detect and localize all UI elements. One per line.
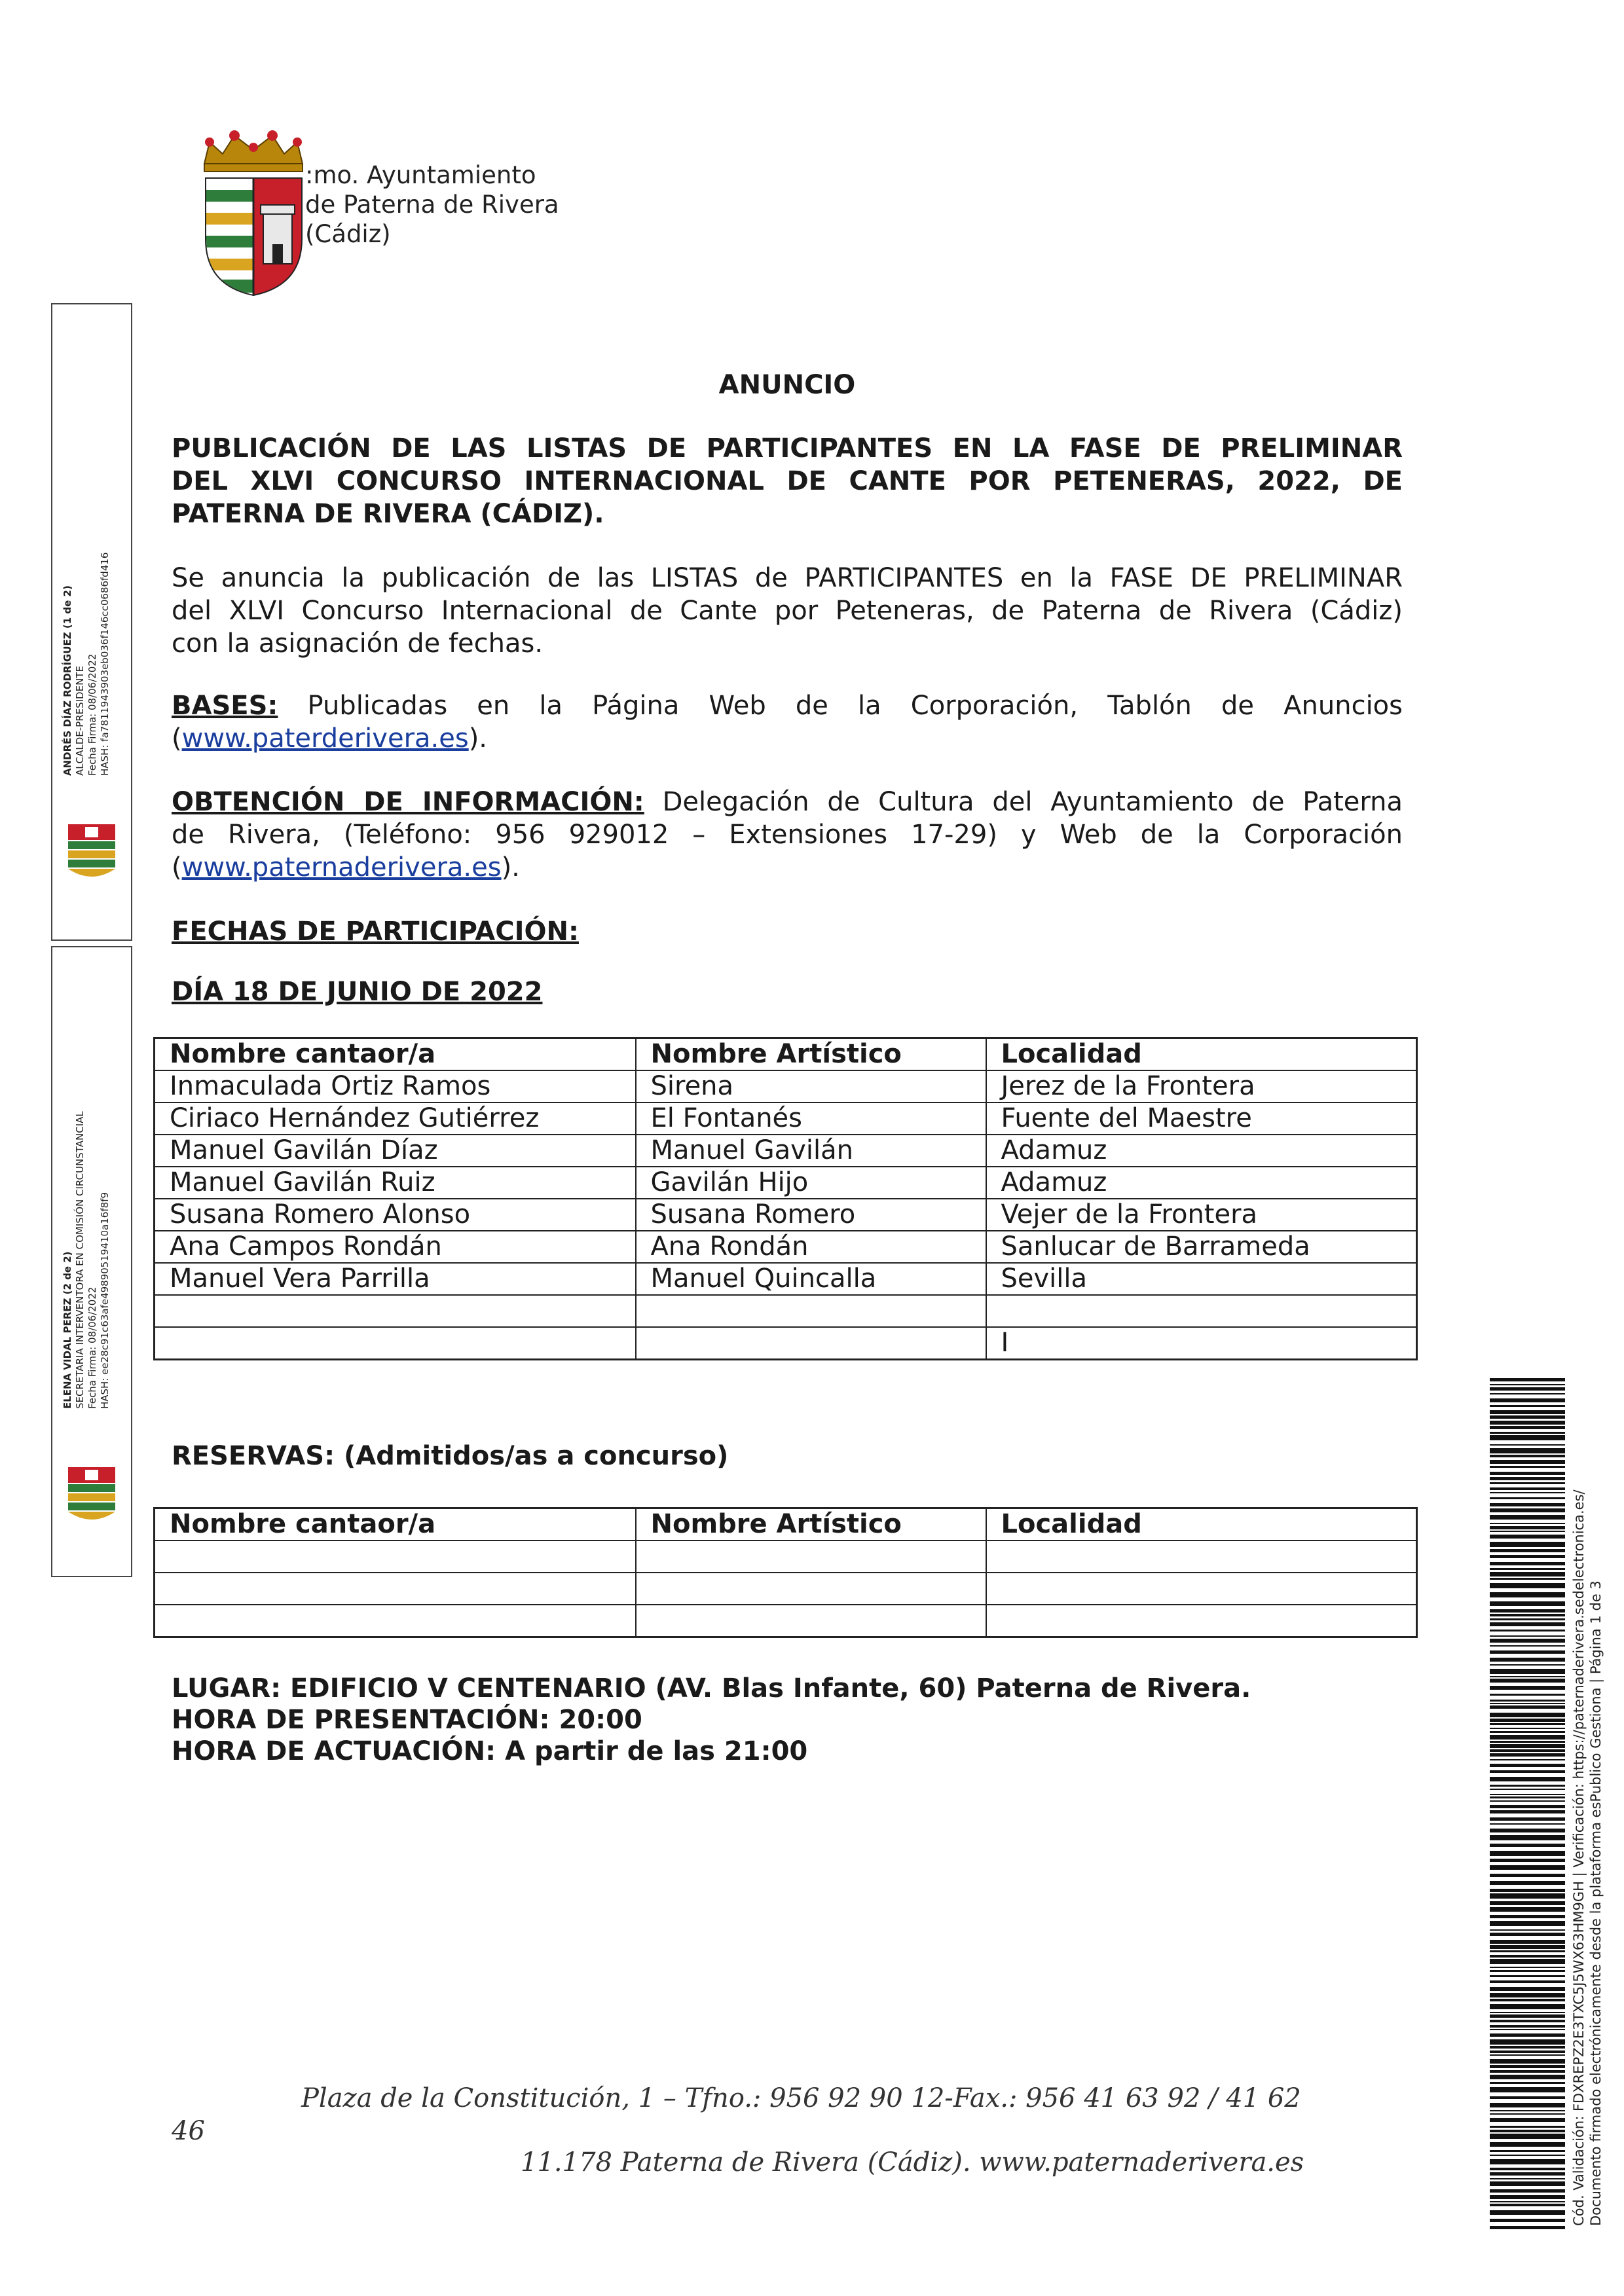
barcode-bar <box>1490 1829 1565 1832</box>
barcode-bar <box>1490 1426 1565 1429</box>
barcode-bar <box>1490 2059 1565 2064</box>
barcode-bar <box>1490 1384 1565 1385</box>
cell-locality: Sevilla <box>986 1263 1417 1295</box>
barcode-bar <box>1490 1686 1565 1690</box>
barcode-bar <box>1490 2219 1565 2222</box>
barcode-bar <box>1490 2201 1565 2202</box>
col-header-locality: Localidad <box>986 1038 1417 1071</box>
barcode-bar <box>1490 2054 1565 2056</box>
barcode-bar <box>1490 1583 1565 1588</box>
barcode-bar <box>1490 1477 1565 1480</box>
info-text-2: de Rivera, (Teléfono: 956 929012 – Extensiones 17-29) y Web de la Corporación <box>172 820 1403 850</box>
barcode-bar <box>1490 2065 1565 2068</box>
barcode-bar <box>1490 1562 1565 1565</box>
barcode-bar <box>1490 1800 1565 1802</box>
barcode-bar <box>1490 2012 1565 2013</box>
cell-locality: Jerez de la Frontera <box>986 1070 1417 1102</box>
barcode-bar <box>1490 2113 1565 2115</box>
bases-close-paren: ). <box>468 723 488 754</box>
barcode-bar <box>1490 1676 1565 1677</box>
header-org-line1: :mo. Ayuntamiento <box>305 161 536 189</box>
table-row <box>155 1102 1417 1135</box>
table-row <box>155 1327 1417 1360</box>
cell-name: Susana Romero Alonso <box>155 1199 636 1231</box>
barcode-bar <box>1490 2126 1565 2128</box>
signer-1-hash: HASH: fa7811943903eb036f146cc0686fd416 <box>99 552 111 776</box>
barcode-bar <box>1490 1618 1565 1620</box>
barcode-bar <box>1490 2168 1565 2170</box>
footer-address: Plaza de la Constitución, 1 – Tfno.: 956 92 90 12-Fax.: 956 41 63 92 / 41 62 <box>301 2083 1301 2113</box>
barcode-bar <box>1490 1398 1565 1402</box>
barcode-bar <box>1490 2020 1565 2022</box>
barcode-bar <box>1490 2150 1565 2152</box>
barcode-bar <box>1490 1823 1565 1825</box>
barcode-bar <box>1490 1531 1565 1532</box>
barcode-bar <box>1490 1503 1565 1506</box>
cell-locality <box>986 1605 1417 1637</box>
signer-1-name: ANDRÉS DÍAZ RODRÍGUEZ (1 de 2) <box>62 585 73 776</box>
participants-table <box>153 1037 1418 1360</box>
barcode-bar <box>1490 2189 1565 2193</box>
barcode-bar <box>1490 1794 1565 1795</box>
table-row <box>155 1573 1417 1605</box>
barcode-bar <box>1490 1578 1565 1580</box>
barcode-bar <box>1490 1455 1565 1457</box>
cell-artistic <box>636 1605 986 1637</box>
barcode-bar <box>1490 2134 1565 2139</box>
cell-name <box>155 1295 636 1327</box>
barcode-bar <box>1490 1940 1565 1944</box>
table-row <box>155 1135 1417 1167</box>
cell-name <box>155 1605 636 1637</box>
subject-line-3: PATERNA DE RIVERA (CÁDIZ). <box>172 499 604 529</box>
barcode-bar <box>1490 1859 1565 1862</box>
barcode-bar <box>1490 1460 1565 1464</box>
barcode-bar <box>1490 1405 1565 1407</box>
barcode-bar <box>1490 1472 1565 1475</box>
barcode-bar <box>1490 1723 1565 1725</box>
barcode-bar <box>1490 1970 1565 1972</box>
col-header-locality: Localidad <box>986 1508 1417 1541</box>
day-heading: DÍA 18 DE JUNIO DE 2022 <box>172 977 543 1007</box>
subject-line-2: DEL XLVI CONCURSO INTERNACIONAL DE CANTE POR PETENERAS, 2022, DE <box>172 466 1403 496</box>
bases-open-paren: ( <box>172 723 182 754</box>
barcode-bar <box>1490 1630 1565 1631</box>
barcode-bar <box>1490 1901 1565 1905</box>
barcode-bar <box>1490 2033 1565 2037</box>
cell-artistic: Manuel Quincalla <box>636 1263 986 1295</box>
signer-1-date: Fecha Firma: 08/06/2022 <box>86 653 98 776</box>
barcode-bar <box>1490 1508 1565 1512</box>
signer-2-hash: HASH: ee28c91c63afe49890519410a16f8f9 <box>99 1192 111 1409</box>
cell-name: Ciriaco Hernández Gutiérrez <box>155 1102 636 1135</box>
cell-artistic <box>636 1327 986 1360</box>
info-paragraph <box>172 786 1403 884</box>
validation-line-1: Cód. Validación: FDXREPZ2E3TXC5J5WX63HM9GH | Verificación: https://paternaderivera.sedelectronica.es/ <box>1571 1489 1587 2226</box>
barcode-bar <box>1490 1789 1565 1790</box>
barcode-bar <box>1490 2039 1565 2045</box>
barcode-bar <box>1490 2046 1565 2049</box>
col-header-artistic: Nombre Artístico <box>636 1038 986 1071</box>
venue-lugar: LUGAR: EDIFICIO V CENTENARIO (AV. Blas Infante, 60) Paterna de Rivera. <box>172 1673 1251 1704</box>
barcode-bar <box>1490 1497 1565 1499</box>
cell-artistic: Ana Rondán <box>636 1231 986 1263</box>
barcode-bar <box>1490 1482 1565 1484</box>
barcode-bar <box>1490 2130 1565 2132</box>
signer-2-name: ELENA VIDAL PEREZ (2 de 2) <box>62 1251 73 1409</box>
barcode-bar <box>1490 1893 1565 1899</box>
table-header-row <box>155 1038 1417 1071</box>
cell-artistic <box>636 1295 986 1327</box>
barcode-bar <box>1490 1444 1565 1446</box>
cell-name <box>155 1327 636 1360</box>
barcode-bar <box>1490 2070 1565 2073</box>
reservas-table <box>153 1507 1418 1638</box>
barcode-bar <box>1490 1487 1565 1490</box>
cell-name: Manuel Gavilán Díaz <box>155 1135 636 1167</box>
barcode-bar <box>1490 1929 1565 1931</box>
venue-hora-presentacion: HORA DE PRESENTACIÓN: 20:00 <box>172 1705 642 1735</box>
barcode-bar <box>1490 1650 1565 1654</box>
cell-locality: I <box>986 1327 1417 1360</box>
barcode-bar <box>1490 2204 1565 2206</box>
barcode-bar <box>1490 1980 1565 1983</box>
header-org-line2: de Paterna de Rivera <box>305 191 559 219</box>
barcode-bar <box>1490 2096 1565 2099</box>
barcode-bar <box>1490 1523 1565 1524</box>
bases-paragraph <box>172 689 1403 755</box>
barcode-bar <box>1490 1741 1565 1743</box>
barcode-bar <box>1490 1921 1565 1926</box>
reservas-heading: RESERVAS: (Admitidos/as a concurso) <box>172 1441 729 1471</box>
barcode-bar <box>1490 1915 1565 1918</box>
cell-name <box>155 1573 636 1605</box>
barcode-bar <box>1490 1735 1565 1740</box>
barcode-bar <box>1490 1568 1565 1570</box>
barcode-bar <box>1490 1777 1565 1781</box>
venue-block <box>172 1673 1403 1767</box>
cell-locality <box>986 1295 1417 1327</box>
barcode-bar <box>1490 2103 1565 2107</box>
barcode-bar <box>1490 1645 1565 1647</box>
barcode-bar <box>1490 1945 1565 1949</box>
intro-line-3: con la asignación de fechas. <box>172 629 544 659</box>
barcode-bar <box>1490 1635 1565 1637</box>
cell-locality: Vejer de la Frontera <box>986 1199 1417 1231</box>
barcode-bar <box>1490 1987 1565 1991</box>
barcode-bar <box>1490 2029 1565 2030</box>
cell-artistic: Sirena <box>636 1070 986 1102</box>
cell-name: Manuel Gavilán Ruiz <box>155 1167 636 1199</box>
table-row <box>155 1070 1417 1102</box>
barcode-bar <box>1490 2159 1565 2164</box>
cell-locality: Adamuz <box>986 1135 1417 1167</box>
barcode-bar <box>1490 1955 1565 1958</box>
barcode-bar <box>1490 1664 1565 1666</box>
barcode-bar <box>1490 1378 1565 1381</box>
barcode-bar <box>1490 1805 1565 1808</box>
cell-locality <box>986 1573 1417 1605</box>
cell-artistic: Gavilán Hijo <box>636 1167 986 1199</box>
barcode-bar <box>1490 2004 1565 2009</box>
info-label: OBTENCIÓN DE INFORMACIÓN: <box>172 787 644 817</box>
barcode-bar <box>1490 1410 1565 1414</box>
barcode-bar <box>1490 2178 1565 2179</box>
barcode-bar <box>1490 1770 1565 1773</box>
venue-hora-actuacion: HORA DE ACTUACIÓN: A partir de las 21:00 <box>172 1736 808 1766</box>
barcode-bar <box>1490 2110 1565 2111</box>
bases-label: BASES: <box>172 691 278 721</box>
header-org-line3: (Cádiz) <box>305 220 391 248</box>
footer-city: 11.178 Paterna de Rivera (Cádiz). www.paternaderivera.es <box>521 2147 1304 2178</box>
signature-box-1 <box>51 303 132 941</box>
barcode-bar <box>1490 1967 1565 1968</box>
cell-artistic: El Fontanés <box>636 1102 986 1135</box>
barcode-bar <box>1490 1492 1565 1493</box>
barcode-bar <box>1490 1609 1565 1613</box>
barcode-bar <box>1490 1592 1565 1597</box>
barcode-bar <box>1490 1555 1565 1558</box>
info-close-paren: ). <box>501 852 520 883</box>
barcode-bar <box>1490 1601 1565 1606</box>
table-row <box>155 1199 1417 1231</box>
cell-name <box>155 1540 636 1573</box>
cell-artistic: Manuel Gavilán <box>636 1135 986 1167</box>
barcode-bar <box>1490 1432 1565 1434</box>
table-row <box>155 1540 1417 1573</box>
barcode-bar <box>1490 1959 1565 1964</box>
col-header-name: Nombre cantaor/a <box>155 1038 636 1071</box>
barcode-bar <box>1490 1703 1565 1704</box>
barcode-bar <box>1490 2155 1565 2156</box>
barcode-bar <box>1490 1835 1565 1840</box>
barcode-bar <box>1490 1393 1565 1394</box>
signature-2-text <box>62 1111 111 1409</box>
cell-name: Ana Campos Rondán <box>155 1231 636 1263</box>
barcode-bar <box>1490 1466 1565 1468</box>
bases-link[interactable]: www.paterderivera.es <box>181 723 469 754</box>
cell-artistic <box>636 1573 986 1605</box>
cell-locality: Fuente del Maestre <box>986 1102 1417 1135</box>
table-row <box>155 1295 1417 1327</box>
barcode-bar <box>1490 2118 1565 2122</box>
signature-1-text <box>62 501 111 776</box>
barcode-bar <box>1490 2142 1565 2147</box>
barcode-bar <box>1490 2195 1565 2199</box>
barcode-bar <box>1490 1907 1565 1912</box>
barcode-bar <box>1490 2082 1565 2084</box>
cell-locality: Adamuz <box>986 1167 1417 1199</box>
barcode-bar <box>1490 1705 1565 1709</box>
cell-name: Inmaculada Ortiz Ramos <box>155 1070 636 1102</box>
barcode-bar <box>1490 1421 1565 1425</box>
table-header-row <box>155 1508 1417 1541</box>
table-row <box>155 1231 1417 1263</box>
barcode-bar <box>1490 1749 1565 1752</box>
barcode-bar <box>1490 1999 1565 2001</box>
info-text-1: Delegación de Cultura del Ayuntamiento de Paterna <box>644 787 1403 817</box>
cell-name: Manuel Vera Parrilla <box>155 1263 636 1295</box>
footer-page-number: 46 <box>172 2116 205 2146</box>
barcode-bar <box>1490 2210 1565 2215</box>
table-row <box>155 1263 1417 1295</box>
subject-heading <box>172 432 1403 530</box>
barcode-bar <box>1490 1881 1565 1885</box>
barcode-bar <box>1490 1785 1565 1787</box>
barcode-bar <box>1490 1639 1565 1643</box>
bases-text: Publicadas en la Página Web de la Corporación, Tablón de Anuncios <box>278 691 1403 721</box>
barcode-bar <box>1490 1387 1565 1391</box>
barcode-bar <box>1490 1515 1565 1520</box>
barcode-bar <box>1490 1622 1565 1626</box>
barcode-bar <box>1490 1719 1565 1722</box>
barcode-bar <box>1490 1993 1565 1997</box>
barcode-bar <box>1490 1614 1565 1616</box>
document-title: ANUNCIO <box>718 370 856 400</box>
barcode-bar <box>1490 1753 1565 1757</box>
validation-barcode <box>1490 1378 1565 2229</box>
barcode-bar <box>1490 1817 1565 1821</box>
barcode-bar <box>1490 1679 1565 1683</box>
table-row <box>155 1605 1417 1637</box>
info-link[interactable]: www.paternaderivera.es <box>181 852 502 883</box>
barcode-bar <box>1490 1572 1565 1576</box>
barcode-bar <box>1490 1549 1565 1552</box>
barcode-bar <box>1490 2226 1565 2229</box>
barcode-bar <box>1490 2050 1565 2053</box>
barcode-bar <box>1490 1889 1565 1892</box>
subject-line-1: PUBLICACIÓN DE LAS LISTAS DE PARTICIPANTES EN LA FASE DE PRELIMINAR <box>172 433 1403 464</box>
barcode-bar <box>1490 1542 1565 1547</box>
barcode-bar <box>1490 1796 1565 1798</box>
barcode-bar <box>1490 1874 1565 1877</box>
barcode-bar <box>1490 1759 1565 1760</box>
col-header-artistic: Nombre Artístico <box>636 1508 986 1541</box>
barcode-bar <box>1490 1844 1565 1847</box>
signer-1-role: ALCALDE-PRESIDENTE <box>74 666 86 776</box>
municipal-crest-logo <box>196 128 311 298</box>
barcode-bar <box>1490 1415 1565 1419</box>
col-header-name: Nombre cantaor/a <box>155 1508 636 1541</box>
cell-locality: Sanlucar de Barrameda <box>986 1231 1417 1263</box>
validation-line-2: Documento firmado electrónicamente desde la plataforma esPublico Gestiona | Página 1 de 3 <box>1588 1580 1604 2226</box>
barcode-bar <box>1490 1810 1565 1813</box>
table-row <box>155 1167 1417 1199</box>
intro-line-2: del XLVI Concurso Internacional de Cante por Peteneras, de Paterna de Rivera (Cádiz) <box>172 596 1403 626</box>
barcode-bar <box>1490 1950 1565 1952</box>
barcode-bar <box>1490 1448 1565 1453</box>
barcode-bar <box>1490 1669 1565 1674</box>
barcode-bar <box>1490 1933 1565 1936</box>
signature-box-2 <box>51 946 132 1577</box>
barcode-bar <box>1490 2087 1565 2092</box>
barcode-bar <box>1490 1713 1565 1717</box>
intro-paragraph <box>172 562 1403 660</box>
barcode-bar <box>1490 1975 1565 1977</box>
barcode-bar <box>1490 1700 1565 1702</box>
barcode-bar <box>1490 1535 1565 1539</box>
intro-line-1: Se anuncia la publicación de las LISTAS de PARTICIPANTES en la FASE DE PRELIMINAR <box>172 563 1403 593</box>
barcode-bar <box>1490 2172 1565 2176</box>
info-open-paren: ( <box>172 852 182 883</box>
cell-artistic: Susana Romero <box>636 1199 986 1231</box>
barcode-bar <box>1490 1764 1565 1767</box>
barcode-bar <box>1490 1851 1565 1856</box>
signature-1-crest-icon <box>64 822 119 877</box>
barcode-bar <box>1490 1658 1565 1662</box>
signature-2-crest-icon <box>64 1465 119 1520</box>
cell-locality <box>986 1540 1417 1573</box>
barcode-bar <box>1490 1728 1565 1729</box>
barcode-bar <box>1490 2075 1565 2079</box>
barcode-bar <box>1490 1526 1565 1529</box>
fechas-heading: FECHAS DE PARTICIPACIÓN: <box>172 917 579 947</box>
barcode-bar <box>1490 2014 1565 2018</box>
signer-2-role: SECRETARIA INTERVENTORA EN COMISIÓN CIRCUNSTANCIAL <box>74 1111 86 1409</box>
barcode-bar <box>1490 2181 1565 2186</box>
barcode-bar <box>1490 1865 1565 1870</box>
barcode-bar <box>1490 2025 1565 2028</box>
barcode-bar <box>1490 1731 1565 1733</box>
signer-2-date: Fecha Firma: 08/06/2022 <box>86 1286 98 1409</box>
validation-text <box>1570 1489 1604 2226</box>
barcode-bar <box>1490 1744 1565 1748</box>
barcode-bar <box>1490 1435 1565 1440</box>
cell-artistic <box>636 1540 986 1573</box>
barcode-bar <box>1490 1694 1565 1696</box>
